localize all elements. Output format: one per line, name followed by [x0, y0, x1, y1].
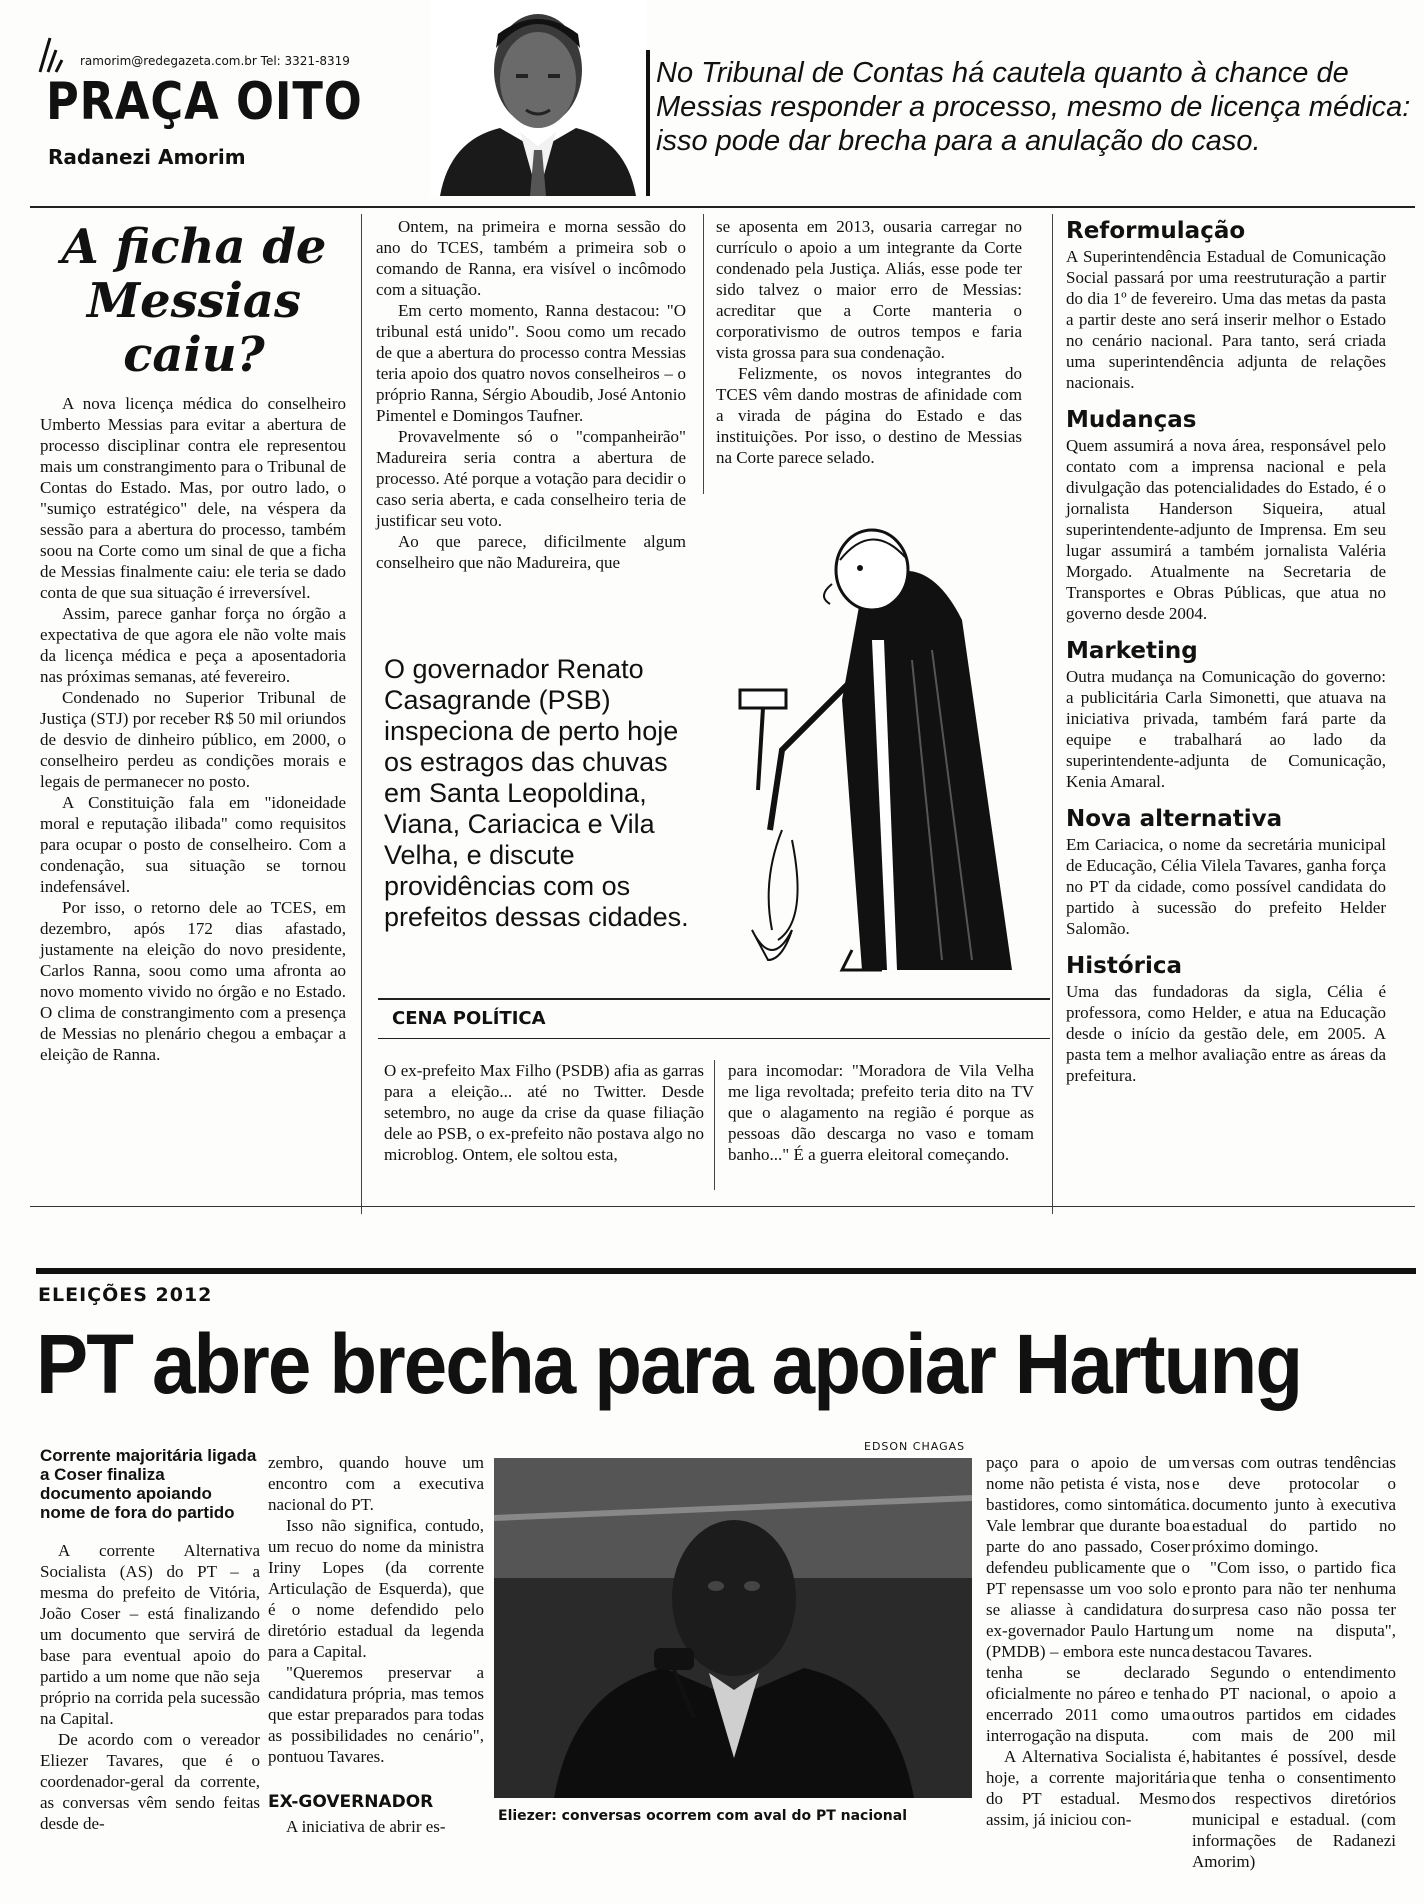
note-text: Uma das fundadoras da sigla, Célia é professora, como Helder, e atua na Educação desde o início da gestão dele, em 2005. A pasta tem a melhor avaliação entre as áreas da prefeitura. — [1066, 982, 1386, 1085]
paragraph: Ao que parece, dificilmente algum conselheiro que não Madureira, que — [376, 532, 686, 572]
paragraph: Condenado no Superior Tribunal de Justiça (STJ) por receber R$ 50 mil oriundos de desvio de dinheiro público, em 2000, o conselheiro perdeu as condições morais e legais de permanecer no posto. — [40, 688, 346, 791]
headline-line: A ficha de — [61, 219, 327, 275]
sidebar-notes — [1066, 218, 1386, 1086]
article-column-4 — [1192, 1452, 1396, 1872]
paragraph: versas com outras tendências e deve protocolar o documento junto à executiva estadual do partido no próximo domingo. — [1192, 1453, 1396, 1556]
column-title: PRAÇA OITO — [46, 72, 363, 132]
headline-line: caiu? — [123, 327, 265, 383]
paragraph: Em certo momento, Ranna destacou: "O tribunal está unido". Soou como um recado de que a abertura do processo contra Messias teria apoio dos quatro novos conselheiros – o próprio Ranna, Sérgio Aboudib, José Antonio Pimentel e Domingos Taufner. — [376, 301, 686, 425]
note-title: Nova alternativa — [1066, 806, 1283, 832]
note-title: Marketing — [1066, 638, 1198, 664]
paragraph: "Queremos preservar a candidatura própria, mas temos que estar preparados para todas as possibilidades no cenário", pontuou Tavares. — [268, 1663, 484, 1766]
paragraph: Ontem, na primeira e morna sessão do ano do TCES, também a primeira sob o comando de Ranna, era visível o incômodo com a situação. — [376, 217, 686, 299]
article-column-3 — [986, 1452, 1190, 1830]
paragraph: Provavelmente só o "companheirão" Madureira seria contra a abertura de processo. Até porque a votação para decidir o caso seria aberta, e cada conselheiro teria de justificar seu voto. — [376, 427, 686, 530]
article-column-1 — [40, 393, 346, 1065]
article-column-2-tail — [268, 1816, 484, 1837]
note-text: Outra mudança na Comunicação do governo: a publicitária Carla Simonetti, que atuava na iniciativa privada, também fará parte da equipe e trabalhará ao lado da superintendente-adjunta de Comunicação, Kenia Amaral. — [1066, 667, 1386, 791]
article-headline — [44, 220, 344, 382]
cena-politica-label: CENA POLÍTICA — [392, 1008, 546, 1029]
note-text: Quem assumirá a nova área, responsável pelo contato com a imprensa nacional e pela divulgação das potencialidades do Estado, é o jornalista Handerson Siqueira, atual superintendente-adjunto de Imprensa. Em seu lugar assumirá a também jornalista Valéria Morgado. Atualmente na Secretaria de Transportes e Obras Públicas, que atua no governo desde 2004. — [1066, 436, 1386, 623]
header-rule — [30, 206, 1415, 208]
column-author: Radanezi Amorim — [48, 145, 246, 169]
paragraph: Segundo o entendimento do PT nacional, o apoio a outros partidos em cidades com mais de 200 mil habitantes é possível, desde que tenha o consentimento dos respectivos diretórios municipal e estadual. (com informações de Radanezi Amorim) — [1192, 1663, 1396, 1871]
photo-caption: Eliezer: conversas ocorrem com aval do PT nacional — [498, 1808, 907, 1824]
note-title: Reformulação — [1066, 218, 1246, 244]
paragraph: A Alternativa Socialista é, hoje, a corrente majoritária do PT estadual. Mesmo assim, já iniciou con- — [986, 1747, 1190, 1829]
column-divider — [714, 1060, 715, 1190]
article-column-1 — [40, 1540, 260, 1834]
cena-politica-text-b: para incomodar: "Moradora de Vila Velha me liga revoltada; prefeito teria dito na TV que o alagamento na região é porque as pessoas dão descarga no vaso e tomam banho..." É a guerra eleitoral começando. — [728, 1061, 1034, 1164]
note-text: A Superintendência Estadual de Comunicação Social passará por uma reestruturação a partir do dia 1º de fevereiro. Uma das metas da pasta a partir deste ano será inserir melhor o Estado no cenário nacional. Para tanto, será criada uma superintendência adjunta de relações nacionais. — [1066, 247, 1386, 392]
article-column-3 — [716, 216, 1022, 468]
paragraph: A Constituição fala em "idoneidade moral e reputação ilibada" como requisitos para ocupar o posto de conselheiro. Com a condenação, sua situação se tornou indefensável. — [40, 793, 346, 896]
header-divider — [646, 50, 650, 196]
section-rule — [30, 1206, 1415, 1207]
section-label: ELEIÇÕES 2012 — [38, 1284, 213, 1306]
paragraph: A nova licença médica do conselheiro Umberto Messias para evitar a abertura de processo disciplinar contra ele representou mais um constrangimento para o Tribunal de Contas do Estado. Mas, por outro lado, o "sumiço estratégico" dele, na véspera da sessão para a abertura do processo, também soou na Corte como um sinal de que a ficha de Messias finalmente caiu: ele teria se dado conta de que sua situação é irreversível. — [40, 394, 346, 602]
article-deck: Corrente majoritária ligada a Coser finaliza documento apoiando nome de fora do partido — [40, 1446, 257, 1522]
paragraph: A corrente Alternativa Socialista (AS) do PT – a mesma do prefeito de Vitória, João Coser – está finalizando um documento que servirá de base para eventual apoio do partido a um nome que não seja próprio na corrida pela sucessão na Capital. — [40, 1541, 260, 1728]
column-divider — [703, 214, 704, 494]
headline-line: Messias — [86, 273, 302, 329]
column-divider — [361, 214, 362, 1214]
eliezer-photo — [494, 1458, 972, 1798]
column-divider — [1052, 214, 1053, 1214]
cena-politica-text-a: O ex-prefeito Max Filho (PSDB) afia as garras para a eleição... até no Twitter. Desde setembro, no auge da crise da quase filiação dele ao PSB, o ex-prefeito não postava algo no microblog. Ontem, ele soltou esta, — [384, 1061, 704, 1164]
column-logo-mark — [36, 34, 66, 74]
note-title: Histórica — [1066, 953, 1182, 979]
paragraph: Isso não significa, contudo, um recuo do nome da ministra Iriny Lopes (da corrente Articulação de Esquerda), que é o nome defendido pelo diretório estadual da legenda para a Capital. — [268, 1516, 484, 1661]
judge-cartoon — [712, 500, 1052, 1000]
paragraph: Felizmente, os novos integrantes do TCES vêm dando mostras de afinidade com a virada de página do Estado e das instituições. Por isso, o destino de Messias na Corte parece selado. — [716, 364, 1022, 467]
paragraph: "Com isso, o partido fica pronto para não ter nenhuma surpresa caso não possa ter um nome na disputa", destacou Tavares. — [1192, 1558, 1396, 1661]
column-teaser: No Tribunal de Contas há cautela quanto à chance de Messias responder a processo, mesmo de licença médica: isso pode dar brecha para a anulação do caso. — [656, 57, 1411, 157]
paragraph: Assim, parece ganhar força no órgão a expectativa de que agora ele não volte mais da licença médica e peça a aposentadoria nas próximas semanas, até fevereiro. — [40, 604, 346, 686]
paragraph: A iniciativa de abrir es- — [286, 1817, 446, 1836]
paragraph: paço para o apoio de um nome não petista é vista, nos bastidores, como sintomática. Vale lembrar que durante boa parte do ano passado, Coser defendeu publicamente que o PT repensasse um voo solo e se aliasse à candidatura do ex-governador Paulo Hartung (PMDB) – embora este nunca tenha se declarado oficialmente no páreo e tenha encerrado 2011 como uma interrogação na disputa. — [986, 1453, 1190, 1745]
author-photo — [430, 0, 646, 196]
note-text: Em Cariacica, o nome da secretária municipal de Educação, Célia Vilela Tavares, ganha força no PT da cidade, como possível candidata do partido à sucessão do prefeito Helder Salomão. — [1066, 835, 1387, 938]
paragraph: se aposenta em 2013, ousaria carregar no currículo o apoio a um integrante da Corte condenado pela Justiça. Aliás, esse pode ter sido talvez o maior erro de Messias: acreditar que a Corte manteria o corporativismo de outros tempos e faria vista grossa para sua condenação. — [716, 217, 1022, 362]
crosshead: EX-GOVERNADOR — [268, 1792, 434, 1812]
contact-info: ramorim@redegazeta.com.br Tel: 3321-8319 — [80, 54, 350, 68]
pull-quote: O governador Renato Casagrande (PSB) inspeciona de perto hoje os estragos das chuvas em Santa Leopoldina, Viana, Cariacica e Vila Velha, e discute providências com os prefeitos dessas cidades. — [384, 654, 689, 932]
paragraph: Por isso, o retorno dele ao TCES, em dezembro, após 172 dias afastado, justamente na eleição do novo presidente, Carlos Ranna, soou como uma afronta ao novo momento vivido no órgão e no Estado. O clima de constrangimento com a presença de Messias no plenário chegou a embaçar a eleição de Ranna. — [40, 898, 346, 1064]
article-top-rule — [36, 1268, 1416, 1274]
note-title: Mudanças — [1066, 407, 1197, 433]
article-column-2 — [376, 216, 686, 573]
article-headline: PT abre brecha para apoiar Hartung — [36, 1317, 1302, 1411]
paragraph: zembro, quando houve um encontro com a executiva nacional do PT. — [268, 1453, 484, 1514]
paragraph: De acordo com o vereador Eliezer Tavares, que é o coordenador-geral da corrente, as conversas vêm sendo feitas desde de- — [40, 1730, 260, 1833]
photo-credit: EDSON CHAGAS — [864, 1440, 966, 1453]
article-column-2 — [268, 1452, 484, 1767]
